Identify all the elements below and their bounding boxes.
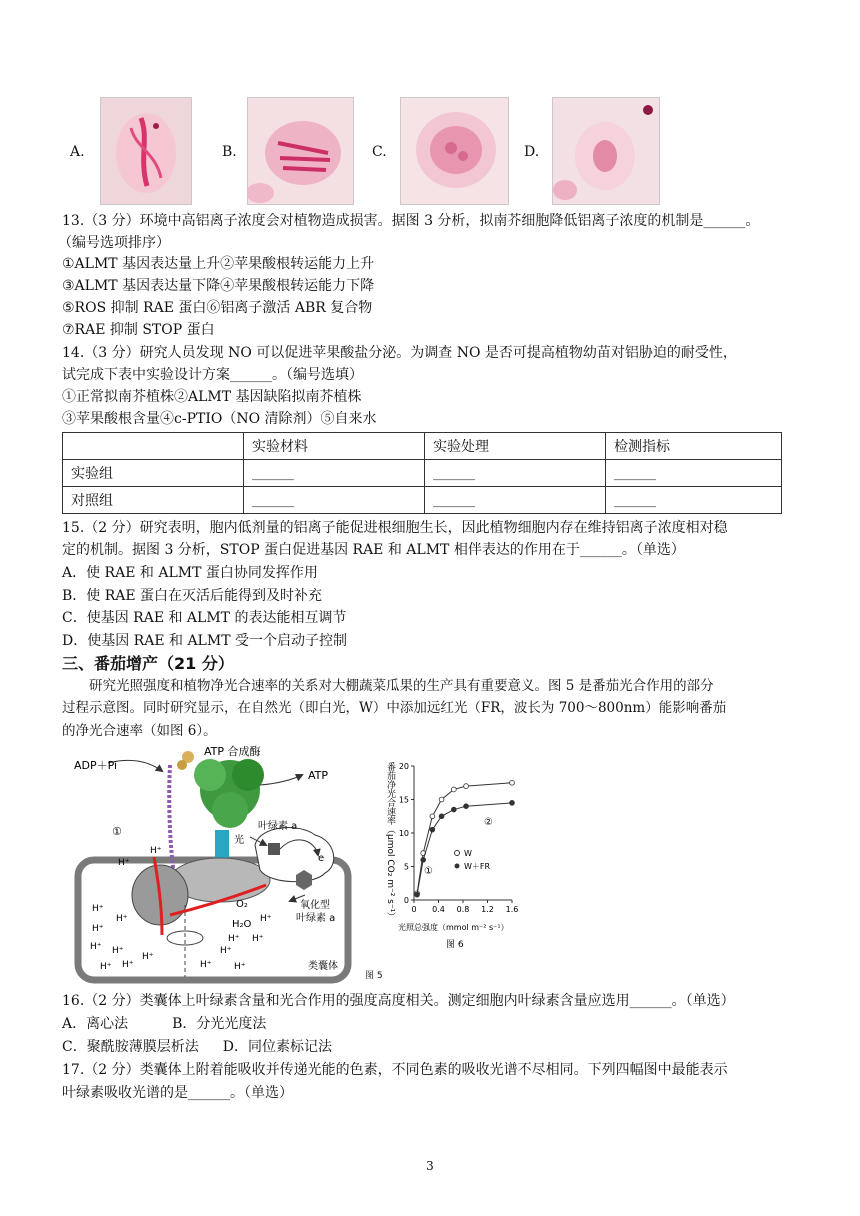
legend-marker-w (455, 851, 460, 856)
data-point-1 (415, 892, 420, 897)
table-header-cell (63, 433, 244, 460)
data-point-0 (451, 787, 456, 792)
q16-option-c: C．聚酰胺薄膜层析法 (62, 1039, 199, 1055)
answer-blank[interactable]: ______ (606, 487, 782, 514)
q17-stem-2: 叶绿素吸收光谱的是______。（单选） (62, 1085, 293, 1101)
y-axis-label: 番茄净光合速率（μmol CO₂ m⁻² s⁻¹） (385, 762, 395, 922)
data-point-0 (464, 784, 469, 789)
q13-options-2: ③ALMT 基因表达量下降④苹果酸根转运能力下降 (62, 278, 375, 294)
data-point-1 (464, 804, 469, 809)
svg-text:H⁺: H⁺ (252, 934, 264, 944)
thylakoid-label: 类囊体 (308, 961, 338, 972)
oxidized-label-1: 氧化型 (300, 900, 330, 911)
curve-two-marker: ② (484, 817, 493, 828)
svg-text:H⁺: H⁺ (92, 904, 104, 914)
legend-label-wfr: W＋FR (464, 862, 491, 871)
table-header-cell: 实验处理 (425, 433, 606, 460)
adp-pi-label: ADP＋Pi (74, 759, 118, 772)
x-tick-label: 1.6 (505, 905, 519, 914)
section-intro-2: 过程示意图。同时研究显示，在自然光（即白光，W）中添加远红光（FR，波长为 700～800nm）能影响番茄 (62, 700, 727, 716)
atp-synthase-head (177, 751, 264, 828)
figure-6-chart (382, 752, 520, 952)
svg-text:H⁺: H⁺ (100, 962, 112, 972)
chlorophyll-a-label: 叶绿素 a (258, 821, 298, 832)
q14-design-table (62, 432, 782, 514)
q16-option-b: B．分光光度法 (172, 1016, 267, 1032)
circle-one-label: ① (112, 825, 122, 838)
micrograph-a (100, 97, 192, 205)
table-header-cell: 检测指标 (606, 433, 782, 460)
q13-options-4: ⑦RAE 抑制 STOP 蛋白 (62, 322, 215, 338)
x-tick-label: 0.8 (456, 905, 470, 914)
q16-option-a: A．离心法 (62, 1016, 129, 1032)
figure-5-diagram (70, 745, 370, 985)
micrograph-b (247, 97, 354, 205)
page-number: 3 (426, 1159, 434, 1173)
section-title: 三、番茄增产（21 分） (62, 654, 234, 673)
q13-options-1: ①ALMT 基因表达量上升②苹果酸根转运能力上升 (62, 256, 375, 272)
q16-options-cd (62, 1037, 332, 1057)
x-tick-label: 0 (411, 905, 417, 914)
option-b-label: B. (222, 144, 237, 160)
answer-blank[interactable]: ______ (244, 487, 425, 514)
q14-options-1: ①正常拟南芥植株②ALMT 基因缺陷拟南芥植株 (62, 389, 362, 405)
svg-text:H⁺: H⁺ (200, 960, 212, 970)
svg-text:H⁺: H⁺ (116, 914, 128, 924)
svg-text:H⁺: H⁺ (142, 952, 154, 962)
option-d-label: D. (524, 144, 540, 160)
answer-blank[interactable]: ______ (244, 460, 425, 487)
data-point-1 (510, 800, 515, 805)
o2-label: O₂ (236, 899, 248, 910)
q15-option-d: D．使基因 RAE 和 ALMT 受一个启动子控制 (62, 633, 347, 649)
answer-blank[interactable]: ______ (425, 487, 606, 514)
oxidized-label-2: 叶绿素 a (296, 913, 336, 924)
q16-option-d: D．同位素标记法 (222, 1039, 332, 1055)
table-cell: 对照组 (63, 487, 244, 514)
legend-label-w: W (464, 849, 472, 858)
micrograph-d (552, 97, 660, 205)
section-intro-3: 的净光合速率（如图 6）。 (62, 723, 217, 739)
svg-text:H⁺: H⁺ (90, 942, 102, 952)
light-label: 光 (234, 835, 244, 846)
data-point-0 (430, 814, 435, 819)
y-tick-label: 20 (398, 762, 409, 771)
svg-text:H⁺: H⁺ (220, 946, 232, 956)
q14-stem-2: 试完成下表中实验设计方案______。（编号选填） (62, 367, 363, 383)
section-intro-1: 研究光照强度和植物净光合速率的关系对大棚蔬菜瓜果的生产具有重要意义。图 5 是番茄光合作用的部分 (89, 678, 714, 694)
legend-marker-wfr (455, 864, 460, 869)
chlorophyll-a-square (268, 843, 280, 855)
data-point-0 (510, 780, 515, 785)
x-tick-label: 1.2 (481, 905, 494, 914)
chart-series (415, 780, 515, 897)
option-c-label: C. (372, 144, 387, 160)
svg-text:H⁺: H⁺ (228, 934, 240, 944)
y-tick-label: 5 (403, 862, 409, 872)
option-a-label: A. (70, 144, 85, 160)
atp-synthase-label: ATP 合成酶 (204, 745, 261, 758)
y-tick-label: 10 (398, 829, 409, 838)
table-row (63, 487, 782, 514)
y-tick-label: 15 (398, 795, 409, 805)
q17-stem: 17.（2 分）类囊体上附着能吸收并传递光能的色素，不同色素的吸收光谱不尽相同。下列四幅图中最能表示 (62, 1062, 728, 1078)
q16-options-ab (62, 1014, 266, 1034)
svg-text:H⁺: H⁺ (260, 914, 272, 924)
q15-stem-2: 定的机制。据图 3 分析，STOP 蛋白促进基因 RAE 和 ALMT 相伴表达的作用在于______。（单选） (62, 542, 685, 558)
table-header-row (63, 433, 782, 460)
answer-blank[interactable]: ______ (606, 460, 782, 487)
atp-label: ATP (308, 769, 329, 782)
x-tick-label: 0.4 (432, 905, 445, 914)
x-axis-label: 光照总强度（mmol m⁻² s⁻¹） (398, 923, 509, 932)
q15-option-a: A．使 RAE 和 ALMT 蛋白协同发挥作用 (62, 565, 318, 581)
table-header-cell: 实验材料 (244, 433, 425, 460)
y-tick-label: 0 (403, 896, 409, 905)
svg-text:H⁺: H⁺ (112, 946, 124, 956)
h2o-label: H₂O (232, 919, 252, 930)
table-cell: 实验组 (63, 460, 244, 487)
q13-stem-note: （编号选项排序） (58, 235, 170, 251)
q13-stem: 13.（3 分）环境中高铝离子浓度会对植物造成损害。据图 3 分析，拟南芥细胞降低铝离子浓度的机制是______。 (62, 213, 760, 229)
table-row (63, 460, 782, 487)
q15-option-b: B．使 RAE 蛋白在灭活后能得到及时补充 (62, 588, 323, 604)
data-point-0 (439, 797, 444, 802)
curve-one-marker: ① (424, 866, 433, 877)
svg-text:H⁺: H⁺ (118, 858, 130, 868)
figure-5-caption: 图 5 (365, 971, 383, 981)
figure-6-caption: 图 6 (446, 940, 464, 950)
q14-stem: 14.（3 分）研究人员发现 NO 可以促进苹果酸盐分泌。为调查 NO 是否可提高植物幼苗对铝胁迫的耐受性， (62, 345, 737, 361)
electron-label: e (318, 853, 325, 864)
svg-text:H⁺: H⁺ (92, 924, 104, 934)
data-point-1 (430, 827, 435, 832)
q15-option-c: C．使基因 RAE 和 ALMT 的表达能相互调节 (62, 610, 347, 626)
answer-blank[interactable]: ______ (425, 460, 606, 487)
q13-options-3: ⑤ROS 抑制 RAE 蛋白⑥铝离子激活 ABR 复合物 (62, 300, 373, 316)
data-point-1 (439, 814, 444, 819)
data-point-1 (421, 857, 426, 862)
data-point-1 (451, 807, 456, 812)
micrograph-c (400, 97, 509, 205)
svg-text:H⁺: H⁺ (234, 962, 246, 972)
svg-text:H⁺: H⁺ (150, 846, 162, 856)
atp-synthase-stalk (215, 830, 229, 862)
q16-stem: 16.（2 分）类囊体上叶绿素含量和光合作用的强度高度相关。测定细胞内叶绿素含量应选用______。（单选） (62, 993, 735, 1009)
q15-stem: 15.（2 分）研究表明，胞内低剂量的铝离子能促进根细胞生长，因此植物细胞内存在维持铝离子浓度相对稳 (62, 520, 728, 536)
svg-text:H⁺: H⁺ (122, 960, 134, 970)
q14-options-2: ③苹果酸根含量④c-PTIO（NO 清除剂）⑤自来水 (62, 411, 377, 427)
